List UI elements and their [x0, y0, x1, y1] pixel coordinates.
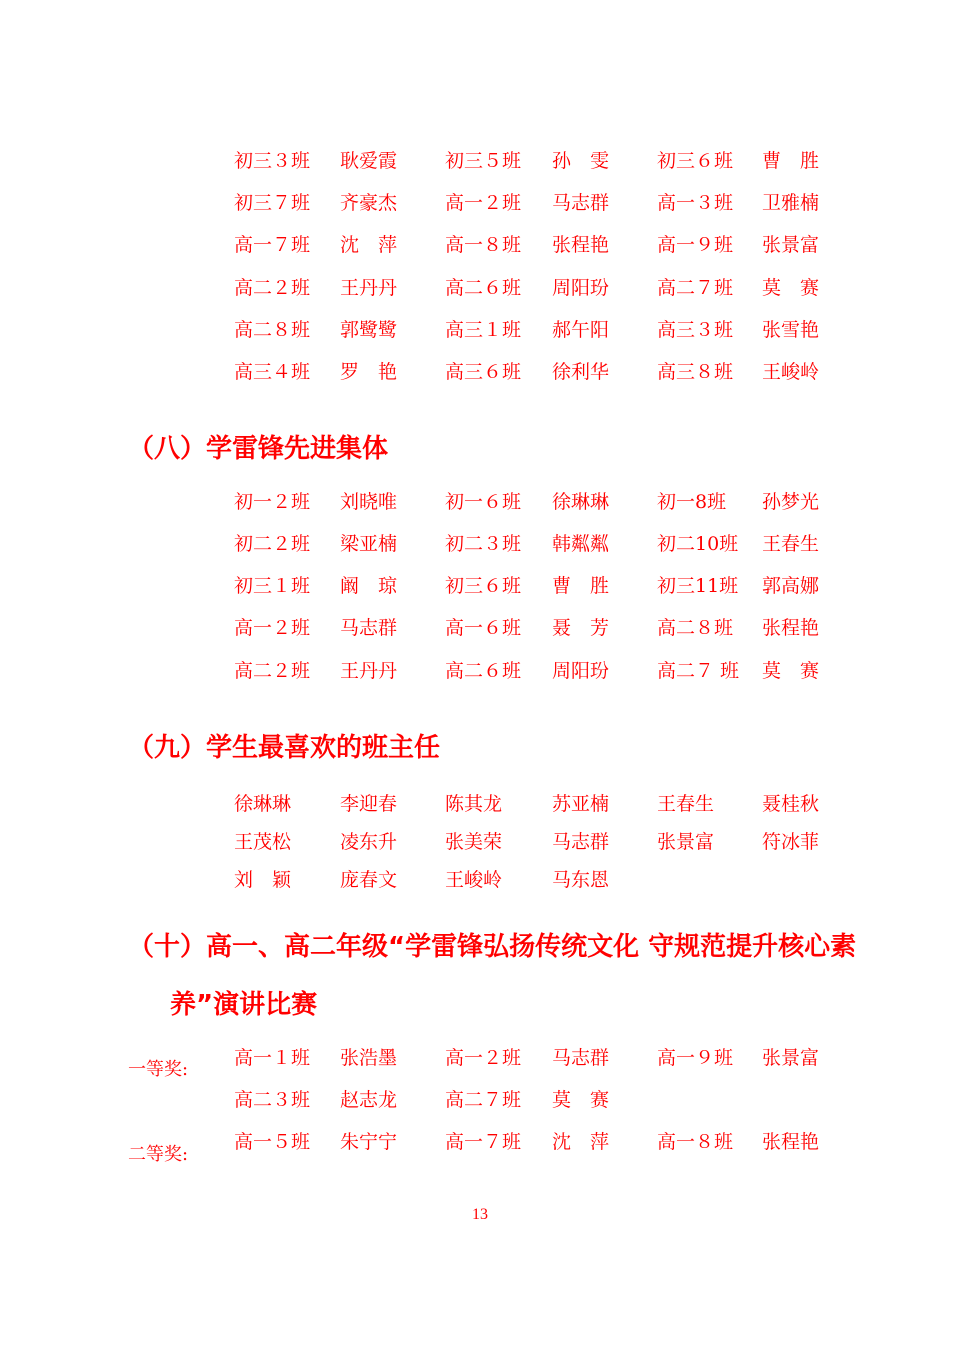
section-9-heading: （九）学生最喜欢的班主任 — [128, 733, 441, 763]
name-cell: 王峻岭 — [762, 361, 820, 383]
table-row — [0, 487, 960, 517]
class-cell: 初三６班 — [445, 575, 522, 597]
name-cell: 郝午阳 — [552, 319, 610, 341]
name-cell: 张浩墨 — [340, 1047, 398, 1069]
teacher-name: 张景富 — [657, 831, 715, 853]
class-cell: 初二10班 — [657, 533, 739, 555]
name-cell: 张程艳 — [762, 617, 820, 639]
table-row — [0, 230, 960, 260]
table-row — [0, 315, 960, 345]
name-cell: 曹 胜 — [762, 150, 820, 172]
teacher-name: 张美荣 — [445, 831, 503, 853]
class-cell: 高一２班 — [234, 617, 311, 639]
page-number: 13 — [472, 1206, 488, 1223]
class-cell: 高二８班 — [234, 319, 311, 341]
class-cell: 初三11班 — [657, 575, 739, 597]
table-row — [0, 1085, 960, 1115]
teacher-name: 徐琳琳 — [234, 793, 292, 815]
name-cell: 郭鹭鹭 — [340, 319, 398, 341]
teacher-name: 陈其龙 — [445, 793, 503, 815]
teacher-name: 符冰菲 — [762, 831, 820, 853]
name-cell: 沈 萍 — [340, 234, 398, 256]
name-cell: 王丹丹 — [340, 660, 398, 682]
section-10-heading: （十）高一、高二年级“学雷锋弘扬传统文化 守规范提升核心素 — [128, 932, 857, 962]
name-cell: 罗 艳 — [340, 361, 398, 383]
table-row — [0, 357, 960, 387]
name-cell: 聂 芳 — [552, 617, 610, 639]
class-cell: 高二６班 — [445, 660, 522, 682]
name-cell: 刘晓唯 — [340, 491, 398, 513]
second-prize-label: 二等奖: — [128, 1144, 189, 1165]
name-cell: 张雪艳 — [762, 319, 820, 341]
class-cell: 高一７班 — [445, 1131, 522, 1153]
name-cell: 莫 赛 — [552, 1089, 610, 1111]
table-row — [0, 1127, 960, 1157]
teacher-name: 刘 颖 — [234, 869, 292, 891]
class-cell: 初二２班 — [234, 533, 311, 555]
teacher-name: 凌东升 — [340, 831, 398, 853]
name-cell: 张程艳 — [762, 1131, 820, 1153]
class-cell: 初一２班 — [234, 491, 311, 513]
name-cell: 徐利华 — [552, 361, 610, 383]
name-cell: 马志群 — [552, 192, 610, 214]
name-cell: 阚 琼 — [340, 575, 398, 597]
name-cell: 张程艳 — [552, 234, 610, 256]
name-cell: 莫 赛 — [762, 660, 820, 682]
class-cell: 高三３班 — [657, 319, 734, 341]
name-cell: 周阳玢 — [552, 277, 610, 299]
class-cell: 高二７班 — [657, 277, 734, 299]
teacher-name: 苏亚楠 — [552, 793, 610, 815]
class-cell: 高一３班 — [657, 192, 734, 214]
table-row — [0, 529, 960, 559]
name-cell: 王春生 — [762, 533, 820, 555]
name-cell: 张景富 — [762, 234, 820, 256]
class-cell: 高一５班 — [234, 1131, 311, 1153]
teacher-name: 马东恩 — [552, 869, 610, 891]
name-cell: 周阳玢 — [552, 660, 610, 682]
class-cell: 初三６班 — [657, 150, 734, 172]
class-cell: 高一６班 — [445, 617, 522, 639]
table-row — [0, 571, 960, 601]
teacher-name: 聂桂秋 — [762, 793, 820, 815]
teacher-name: 庞春文 — [340, 869, 398, 891]
class-cell: 高三１班 — [445, 319, 522, 341]
class-cell: 高一７班 — [234, 234, 311, 256]
teacher-name: 王春生 — [657, 793, 715, 815]
class-cell: 高二７ 班 — [657, 660, 740, 682]
teacher-name: 王峻岭 — [445, 869, 503, 891]
name-cell: 徐琳琳 — [552, 491, 610, 513]
name-cell: 孙梦光 — [762, 491, 820, 513]
teacher-name: 马志群 — [552, 831, 610, 853]
teacher-name: 李迎春 — [340, 793, 398, 815]
teacher-name: 王茂松 — [234, 831, 292, 853]
name-cell: 赵志龙 — [340, 1089, 398, 1111]
class-cell: 高一２班 — [445, 192, 522, 214]
class-cell: 高二２班 — [234, 277, 311, 299]
name-cell: 马志群 — [340, 617, 398, 639]
table-row — [0, 827, 960, 857]
class-cell: 高一９班 — [657, 234, 734, 256]
class-cell: 高三６班 — [445, 361, 522, 383]
name-cell: 朱宁宁 — [340, 1131, 398, 1153]
class-cell: 高三８班 — [657, 361, 734, 383]
name-cell: 卫雅楠 — [762, 192, 820, 214]
class-cell: 初三１班 — [234, 575, 311, 597]
table-row — [0, 273, 960, 303]
class-cell: 高一１班 — [234, 1047, 311, 1069]
class-cell: 高一８班 — [445, 234, 522, 256]
class-cell: 高一８班 — [657, 1131, 734, 1153]
class-cell: 初三３班 — [234, 150, 311, 172]
class-cell: 初三５班 — [445, 150, 522, 172]
class-cell: 高二６班 — [445, 277, 522, 299]
class-cell: 高二２班 — [234, 660, 311, 682]
table-row — [0, 865, 960, 895]
class-cell: 高三４班 — [234, 361, 311, 383]
name-cell: 韩粼粼 — [552, 533, 610, 555]
name-cell: 王丹丹 — [340, 277, 398, 299]
table-row — [0, 1043, 960, 1073]
table-row — [0, 146, 960, 176]
name-cell: 齐豪杰 — [340, 192, 398, 214]
name-cell: 曹 胜 — [552, 575, 610, 597]
section-8-heading: （八）学雷锋先进集体 — [128, 434, 389, 464]
name-cell: 郭高娜 — [762, 575, 820, 597]
name-cell: 梁亚楠 — [340, 533, 398, 555]
class-cell: 高二８班 — [657, 617, 734, 639]
name-cell: 张景富 — [762, 1047, 820, 1069]
class-cell: 初三７班 — [234, 192, 311, 214]
table-row — [0, 613, 960, 643]
name-cell: 马志群 — [552, 1047, 610, 1069]
name-cell: 莫 赛 — [762, 277, 820, 299]
class-cell: 初一６班 — [445, 491, 522, 513]
table-row — [0, 789, 960, 819]
table-row — [0, 656, 960, 686]
class-cell: 高二７班 — [445, 1089, 522, 1111]
name-cell: 孙 雯 — [552, 150, 610, 172]
class-cell: 高一９班 — [657, 1047, 734, 1069]
name-cell: 耿爱霞 — [340, 150, 398, 172]
first-prize-label: 一等奖: — [128, 1059, 189, 1080]
class-cell: 初一8班 — [657, 491, 727, 513]
class-cell: 高一２班 — [445, 1047, 522, 1069]
section-10-heading-continued: 养”演讲比赛 — [170, 990, 318, 1020]
table-row — [0, 188, 960, 218]
class-cell: 高二３班 — [234, 1089, 311, 1111]
name-cell: 沈 萍 — [552, 1131, 610, 1153]
class-cell: 初二３班 — [445, 533, 522, 555]
